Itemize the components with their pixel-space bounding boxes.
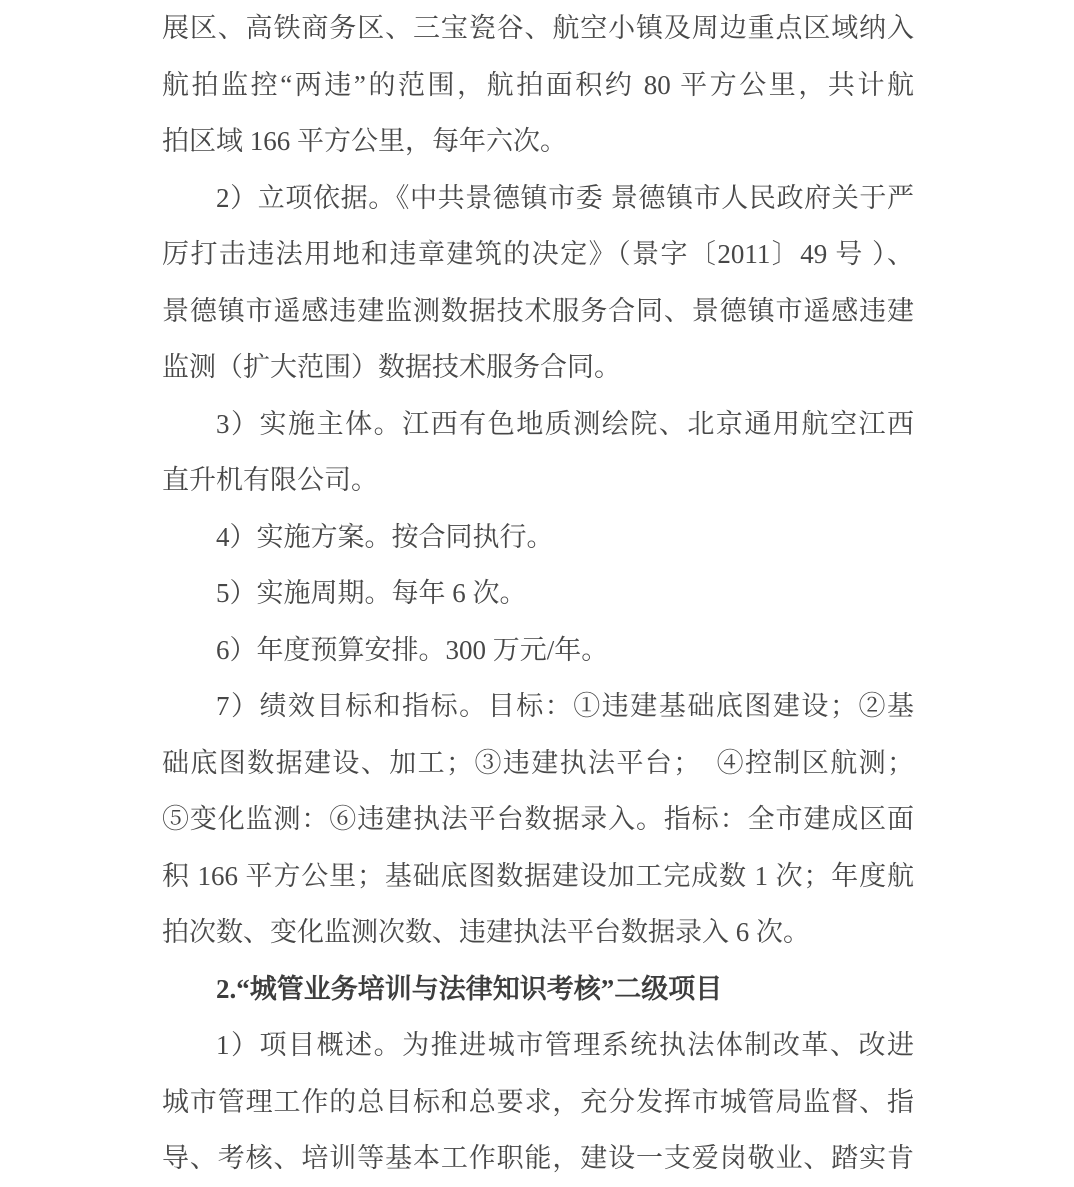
document-text-line: 6）年度预算安排。300 万元/年。 (216, 634, 609, 665)
document-text-line: ⑤变化监测：⑥违建执法平台数据录入。指标：全市建成区面 (162, 804, 914, 834)
document-text-line: 厉打击违法用地和违章建筑的决定》（景字〔2011〕49 号 ）、 (162, 239, 914, 269)
document-text-line: 础底图数据建设、加工；③违建执法平台； ④控制区航测； (162, 747, 914, 778)
document-text-line: 7）绩效目标和指标。目标：①违建基础底图建设；②基 (216, 691, 914, 721)
document-text-line: 航拍监控“两违”的范围，航拍面积约 80 平方公里，共计航 (162, 69, 914, 100)
document-text-line: 展区、高铁商务区、三宝瓷谷、航空小镇及周边重点区域纳入 (162, 13, 914, 43)
document-text-line: 5）实施周期。每年 6 次。 (216, 578, 527, 608)
document-text-line: 城市管理工作的总目标和总要求，充分发挥市城管局监督、指 (162, 1086, 914, 1117)
document-text-line: 拍次数、变化监测次数、违建执法平台数据录入 6 次。 (162, 917, 810, 947)
document-text-line: 导、考核、培训等基本工作职能，建设一支爱岗敬业、踏实肯 (162, 1143, 914, 1173)
document-text-line: 2）立项依据。《中共景德镇市委 景德镇市人民政府关于严 (216, 182, 914, 213)
document-text-line: 4）实施方案。按合同执行。 (216, 521, 554, 552)
document-text-line: 直升机有限公司。 (162, 465, 378, 495)
document-text-line: 1）项目概述。为推进城市管理系统执法体制改革、改进 (216, 1030, 914, 1060)
document-text-line: 监测（扩大范围）数据技术服务合同。 (162, 352, 621, 382)
document-text-line: 积 166 平方公里；基础底图数据建设加工完成数 1 次；年度航 (162, 860, 914, 891)
document-text-line: 景德镇市遥感违建监测数据技术服务合同、景德镇市遥感违建 (162, 295, 914, 326)
section-heading: 2.“城管业务培训与法律知识考核”二级项目 (216, 973, 723, 1004)
document-text-line: 3）实施主体。江西有色地质测绘院、北京通用航空江西 (216, 408, 914, 439)
document-text-line: 拍区域 166 平方公里，每年六次。 (162, 126, 567, 156)
